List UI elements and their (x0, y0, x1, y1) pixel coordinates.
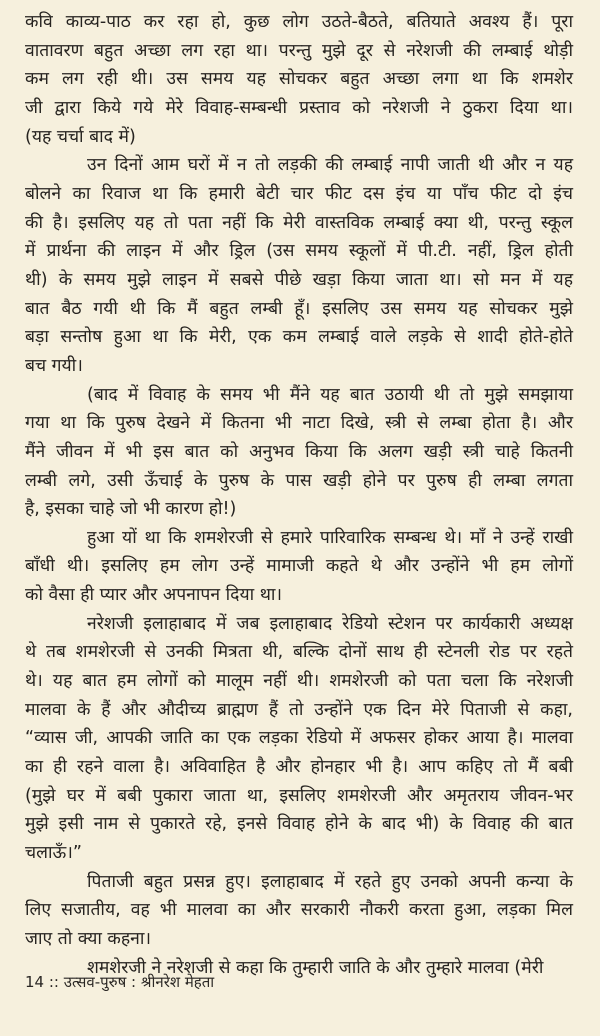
text-line: की है। इसलिए यह तो पता नहीं कि मेरी वास्तविक लम्बाई क्या थी, परन्तु स्कूल (25, 212, 573, 233)
text-line: बात बैठ गयी थी कि मैं बहुत लम्बी हूँ। इसलिए उस समय यह सोचकर मुझे (25, 298, 573, 319)
paragraph (25, 381, 573, 524)
text-line: शमशेरजी ने नरेशजी से कहा कि तुम्हारी जाति के और तुम्हारे मालवा (मेरी (87, 957, 544, 978)
text-line: लिए सजातीय, वह भी मालवा का और सरकारी नौकरी करता हुआ, लड़का मिल (25, 900, 573, 921)
page-body (25, 8, 573, 982)
paragraph (25, 524, 573, 610)
text-line: थे। यह बात हम लोगों को मालूम नहीं थी। शमशेरजी को पता चला कि नरेशजी (25, 671, 573, 692)
text-line: जी द्वारा किये गये मेरे विवाह-सम्बन्धी प्रस्ताव को नरेशजी ने ठुकरा दिया था। (25, 97, 573, 118)
text-line: थे तब शमशेरजी से उनकी मित्रता थी, बल्कि दोनों साथ ही स्टेनली रोड पर रहते (25, 642, 573, 663)
text-line: को वैसा ही प्यार और अपनापन दिया था। (25, 585, 283, 606)
text-line: लम्बी लगे, उसी ऊँचाई के पुरुष के पास खड़ी होने पर पुरुष ही लम्बा लगता (25, 470, 573, 491)
text-line: में प्रार्थना की लाइन में और ड्रिल (उस समय स्कूलों में पी.टी. नहीं, ड्रिल होती (25, 241, 573, 262)
text-line: “व्यास जी, आपकी जाति का एक लड़का रेडियो में अफसर होकर आया है। मालवा (25, 728, 573, 749)
text-line: मैंने जीवन में भी इस बात को अनुभव किया कि अलग खड़ी स्त्री चाहे कितनी (25, 441, 573, 462)
paragraph (25, 151, 573, 380)
text-line: मुझे इसी नाम से पुकारते रहे, इनसे विवाह होने के बाद भी) के विवाह की बात (25, 814, 573, 835)
text-line: पिताजी बहुत प्रसन्न हुए। इलाहाबाद में रहते हुए उनको अपनी कन्या के (87, 871, 573, 892)
text-line: उन दिनों आम घरों में न तो लड़की की लम्बाई नापी जाती थी और न यह (87, 155, 573, 176)
page-footer: 14 :: उत्सव-पुरुष : श्रीनरेश मेहता (25, 973, 215, 991)
text-line: गया था कि पुरुष देखने में कितना भी नाटा दिखे, स्त्री से लम्बा होता है। और (25, 413, 573, 434)
text-line: मालवा के हैं और औदीच्य ब्राह्मण हैं तो उन्होंने एक दिन मेरे पिताजी से कहा, (25, 699, 573, 720)
paragraph (25, 868, 573, 954)
text-line: बड़ा सन्तोष हुआ था कि मेरी, एक कम लम्बाई वाले लड़के से शादी होते-होते (25, 327, 573, 348)
text-line: हुआ यों था कि शमशेरजी से हमारे पारिवारिक सम्बन्ध थे। माँ ने उन्हें राखी (87, 527, 573, 548)
text-line: है, इसका चाहे जो भी कारण हो!) (25, 499, 237, 520)
paragraph (25, 8, 573, 151)
text-line: (मुझे घर में बबी पुकारा जाता था, इसलिए शमशेरजी और अमृतराय जीवन-भर (25, 785, 573, 806)
text-line: वातावरण बहुत अच्छा लग रहा था। परन्तु मुझे दूर से नरेशजी की लम्बाई थोड़ी (25, 40, 573, 61)
text-line: थी) के समय मुझे लाइन में सबसे पीछे खड़ा किया जाता था। सो मन में यह (25, 269, 573, 290)
text-line: कवि काव्य-पाठ कर रहा हो, कुछ लोग उठते-बैठते, बतियाते अवश्य हैं। पूरा (25, 12, 573, 32)
text-line: (बाद में विवाह के समय भी मैंने यह बात उठायी थी तो मुझे समझाया (87, 384, 573, 405)
text-line: नरेशजी इलाहाबाद में जब इलाहाबाद रेडियो स्टेशन पर कार्यकारी अध्यक्ष (87, 613, 573, 634)
paragraph (25, 610, 573, 868)
text-line: जाए तो क्या कहना। (25, 929, 152, 949)
text-line: बच गयी। (25, 355, 83, 376)
text-line: का ही रहने वाला है। अविवाहित है और होनहार भी है। आप कहिए तो मैं बबी (25, 757, 573, 778)
text-line: बाँधी थी। इसलिए हम लोग उन्हें मामाजी कहते थे और उन्होंने भी हम लोगों (25, 556, 573, 577)
text-line: (यह चर्चा बाद में) (25, 126, 136, 147)
text-line: बोलने का रिवाज था कि हमारी बेटी चार फीट दस इंच या पाँच फीट दो इंच (25, 183, 573, 204)
text-line: कम लग रही थी। उस समय यह सोचकर बहुत अच्छा लगा था कि शमशेर (25, 69, 573, 90)
text-line: चलाऊँ।” (25, 843, 82, 864)
